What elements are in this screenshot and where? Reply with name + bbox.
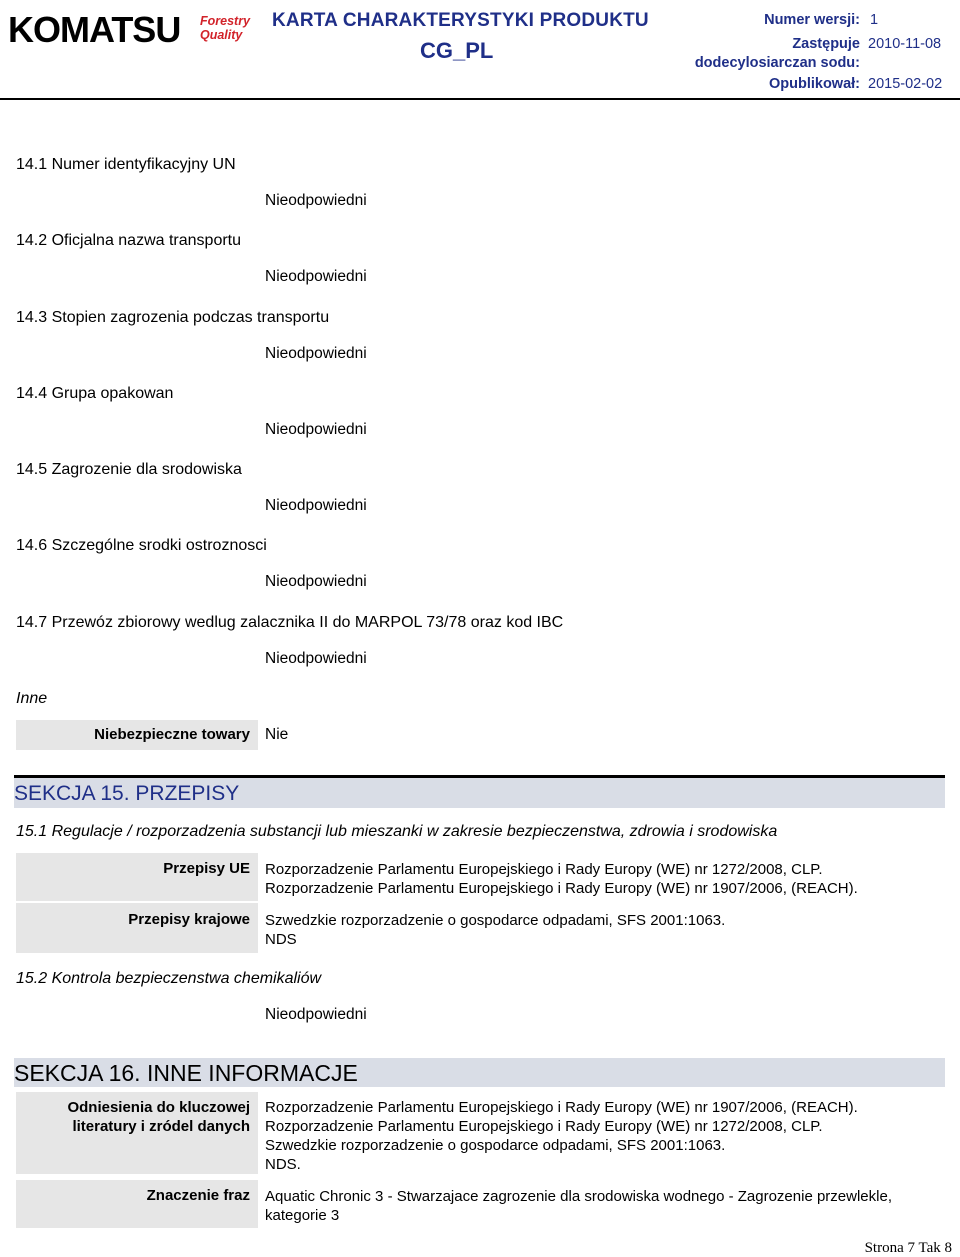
references-label-box	[16, 1092, 258, 1174]
forestry-logo-line2: Quality	[200, 28, 243, 42]
replaces-label: Zastępuje	[792, 36, 860, 52]
item-14-5-value: Nieodpowiedni	[265, 497, 367, 514]
section-15-1-heading: 15.1 Regulacje / rozporzadzenia substancji lub mieszanki w zakresie bezpieczenstwa, zdrowia i srodowiska	[16, 823, 778, 840]
national-regs-label: Przepisy krajowe	[128, 911, 250, 928]
section-15-bar	[14, 778, 945, 808]
forestry-quality-logo	[200, 14, 260, 48]
other-heading: Inne	[16, 690, 48, 707]
references-line-1: Rozporzadzenie Parlamentu Europejskiego i Rady Europy (WE) nr 1907/2006, (REACH).	[265, 1099, 858, 1116]
section-15-2-heading: 15.2 Kontrola bezpieczenstwa chemikaliów	[16, 970, 322, 987]
dangerous-goods-value: Nie	[265, 726, 289, 743]
item-14-4-label: 14.4 Grupa opakowan	[16, 385, 174, 402]
replaces-value: 2010-11-08	[868, 36, 942, 52]
item-14-2-label: 14.2 Oficjalna nazwa transportu	[16, 232, 242, 249]
item-14-3-value: Nieodpowiedni	[265, 345, 367, 362]
national-regs-line-2: NDS	[265, 931, 297, 948]
eu-regs-label-box	[16, 853, 258, 901]
item-14-4-value: Nieodpowiedni	[265, 421, 367, 438]
page-number: Strona 7 Tak 8	[864, 1240, 952, 1256]
komatsu-logo	[8, 6, 180, 50]
item-14-6-value: Nieodpowiedni	[265, 573, 367, 590]
item-14-1-label: 14.1 Numer identyfikacyjny UN	[16, 156, 236, 173]
references-line-3: Szwedzkie rozporzadzenie o gospodarce odpadami, SFS 2001:1063.	[265, 1137, 726, 1154]
dangerous-goods-label-box	[16, 720, 258, 750]
section-15-title: SEKCJA 15. PRZEPISY	[14, 782, 240, 805]
published-label: Opublikował:	[768, 76, 860, 92]
item-14-1-value: Nieodpowiedni	[265, 192, 367, 209]
section-15-2-value: Nieodpowiedni	[265, 1006, 367, 1023]
item-14-5-label: 14.5 Zagrozenie dla srodowiska	[16, 461, 242, 478]
eu-regs-line-2: Rozporzadzenie Parlamentu Europejskiego i Rady Europy (WE) nr 1907/2006, (REACH).	[265, 880, 858, 897]
replaces-label-2: dodecylosiarczan sodu:	[694, 55, 860, 71]
item-14-7-value: Nieodpowiedni	[265, 650, 367, 667]
item-14-3-label: 14.3 Stopien zagrozenia podczas transportu	[16, 309, 330, 326]
references-label-line-1: Odniesienia do kluczowej	[67, 1099, 250, 1116]
references-line-2: Rozporzadzenie Parlamentu Europejskiego i Rady Europy (WE) nr 1272/2008, CLP.	[265, 1118, 823, 1135]
item-14-6-label: 14.6 Szczególne srodki ostroznosci	[16, 537, 267, 554]
forestry-logo-line1: Forestry	[200, 14, 251, 28]
phrases-label-box	[16, 1180, 258, 1228]
phrases-label: Znaczenie fraz	[146, 1187, 250, 1204]
item-14-7-label: 14.7 Przewóz zbiorowy wedlug zalacznika II do MARPOL 73/78 oraz kod IBC	[16, 614, 564, 631]
phrases-line-1: Aquatic Chronic 3 - Stwarzajace zagrozenie dla srodowiska wodnego - Zagrozenie przewlekle,	[265, 1188, 892, 1205]
version-value: 1	[870, 12, 879, 28]
eu-regs-line-1: Rozporzadzenie Parlamentu Europejskiego i Rady Europy (WE) nr 1272/2008, CLP.	[265, 861, 823, 878]
phrases-line-2: kategorie 3	[265, 1207, 340, 1224]
komatsu-logo-text: KOMATSU	[8, 9, 180, 50]
references-label-line-2: literatury i zródel danych	[72, 1118, 250, 1135]
published-value: 2015-02-02	[868, 76, 943, 92]
national-regs-line-1: Szwedzkie rozporzadzenie o gospodarce odpadami, SFS 2001:1063.	[265, 912, 726, 929]
version-label: Numer wersji:	[764, 12, 860, 28]
national-regs-label-box	[16, 903, 258, 953]
header-divider	[0, 98, 960, 100]
section-16-bar	[14, 1058, 945, 1087]
document-title: KARTA CHARAKTERYSTYKI PRODUKTU	[272, 10, 649, 31]
references-line-4: NDS.	[265, 1156, 301, 1173]
section-16-title: SEKCJA 16. INNE INFORMACJE	[14, 1060, 358, 1086]
dangerous-goods-label: Niebezpieczne towary	[94, 726, 250, 743]
product-code: CG_PL	[420, 38, 494, 63]
eu-regs-label: Przepisy UE	[163, 860, 250, 877]
item-14-2-value: Nieodpowiedni	[265, 268, 367, 285]
